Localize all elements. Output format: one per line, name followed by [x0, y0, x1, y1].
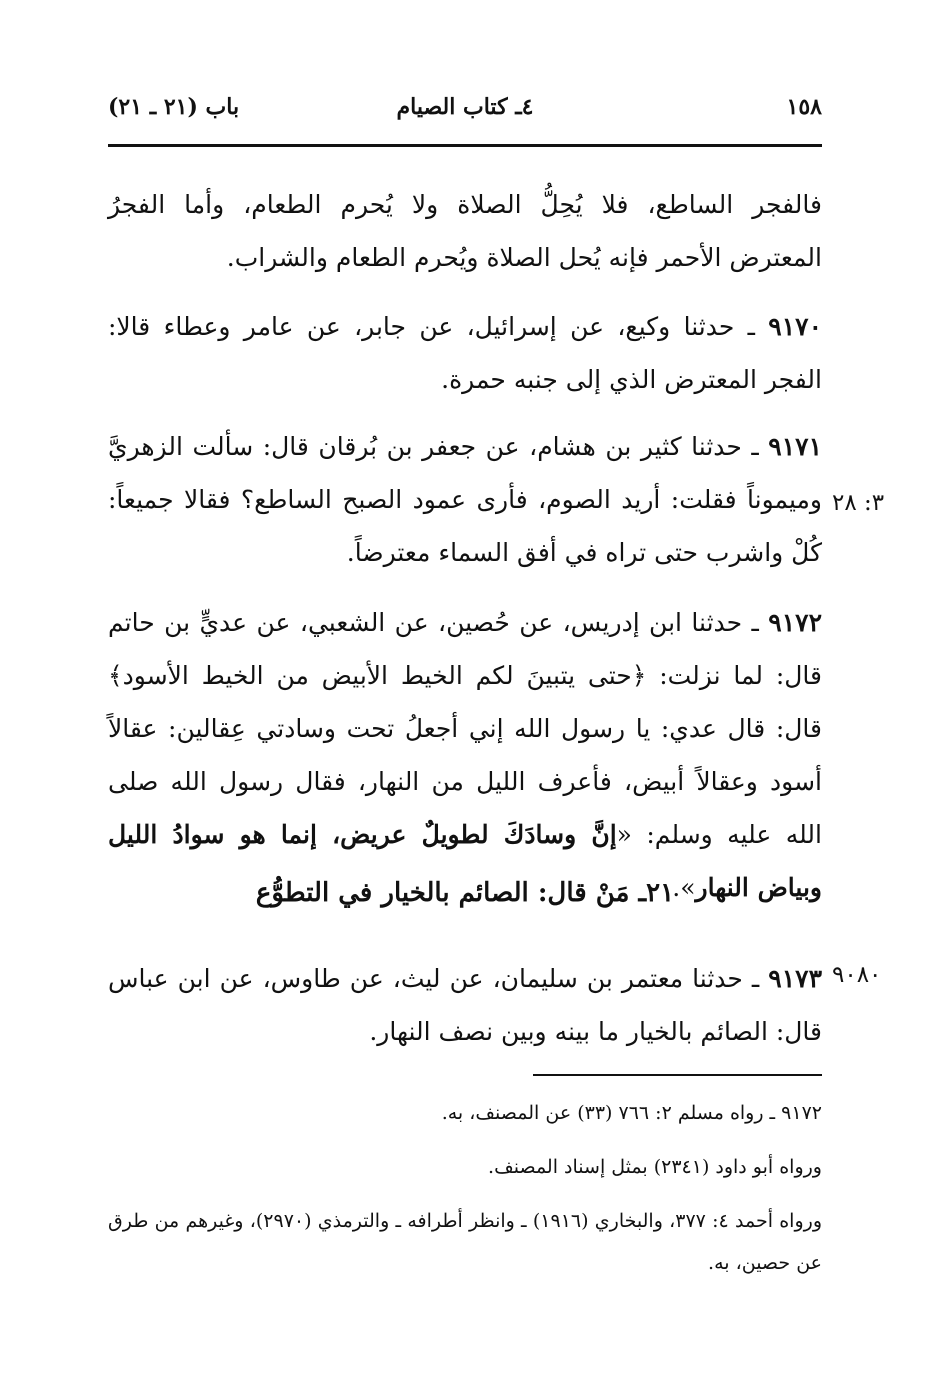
chapter-label: باب (٢١ ـ ٢١)	[108, 94, 240, 120]
margin-reference: ٣: ٢٨	[832, 490, 885, 516]
footnote-rule	[533, 1074, 822, 1076]
hadith-9172	[108, 596, 822, 914]
hadith-number: ٩١٧٢	[768, 608, 822, 637]
hadith-text: ـ حدثنا ابن إدريس، عن حُصين، عن الشعبي، عن عديٍّ بن حاتم قال: لما نزلت: ﴿حتى يتبينَ لكم الخيط الأبيض من الخيط الأسود﴾ قال: قال عدي: يا رسول الله إني أجعلُ تحت وسادتي عِقالين: عقالاً أسود وعقالاً أبيض، فأعرف الليل من النهار، فقال رسول الله صلى الله عليه وسلم: «	[108, 608, 822, 849]
section-heading: ٢١ـ مَنْ قال: الصائم بالخيار في التطوُّع	[255, 878, 675, 908]
hadith-9171	[108, 420, 822, 579]
hadith-9170	[108, 300, 822, 406]
hadith-text: ـ حدثنا معتمر بن سليمان، عن ليث، عن طاوس، عن ابن عباس قال: الصائم بالخيار ما بينه وبين نصف النهار.	[108, 964, 822, 1046]
hadith-9173	[108, 952, 822, 1058]
hadith-number: ٩١٧٠	[768, 312, 822, 341]
page-header	[108, 88, 822, 134]
hadith-text-end: ».	[672, 873, 696, 902]
footnote-1: ٩١٧٢ ـ رواه مسلم ٢: ٧٦٦ (٣٣) عن المصنف، به.	[441, 1102, 822, 1124]
footnote-3: ورواه أحمد ٤: ٣٧٧، والبخاري (١٩١٦) ـ وانظر أطرافه ـ والترمذي (٢٩٧٠)، وغيرهم من طرق عن حصين، به.	[108, 1210, 822, 1274]
hadith-text: ـ حدثنا وكيع، عن إسرائيل، عن جابر، عن عامر وعطاء قالا: الفجر المعترض الذي إلى جنبه حمرة.	[108, 312, 822, 394]
intro-paragraph	[108, 178, 822, 284]
prophetic-saying: إنَّ وسادَكَ لطويلٌ عريض، إنما هو سوادُ الليل وبياض النهار	[108, 820, 822, 902]
book-title: ٤ـ كتاب الصيام	[396, 94, 534, 120]
hadith-number: ٩١٧٣	[768, 964, 822, 993]
hadith-number: ٩١٧١	[768, 432, 822, 461]
intro-text: فالفجر الساطع، فلا يُحِلُّ الصلاة ولا يُحرم الطعام، وأما الفجرُ المعترض الأحمر فإنه يُحل الصلاة ويُحرم الطعام والشراب.	[108, 190, 822, 272]
margin-reference: ٩٠٨٠	[832, 962, 882, 988]
hadith-text: ـ حدثنا كثير بن هشام، عن جعفر بن بُرقان قال: سألت الزهريَّ وميموناً فقلت: أريد الصوم، فأرى عمود الصبح الساطع؟ فقالا جميعاً: كُلْ واشرب حتى تراه في أفق السماء معترضاً.	[108, 432, 822, 567]
page-number: ١٥٨	[786, 94, 822, 120]
footnote-2: ورواه أبو داود (٢٣٤١) بمثل إسناد المصنف.	[488, 1156, 822, 1178]
header-rule	[108, 144, 822, 147]
